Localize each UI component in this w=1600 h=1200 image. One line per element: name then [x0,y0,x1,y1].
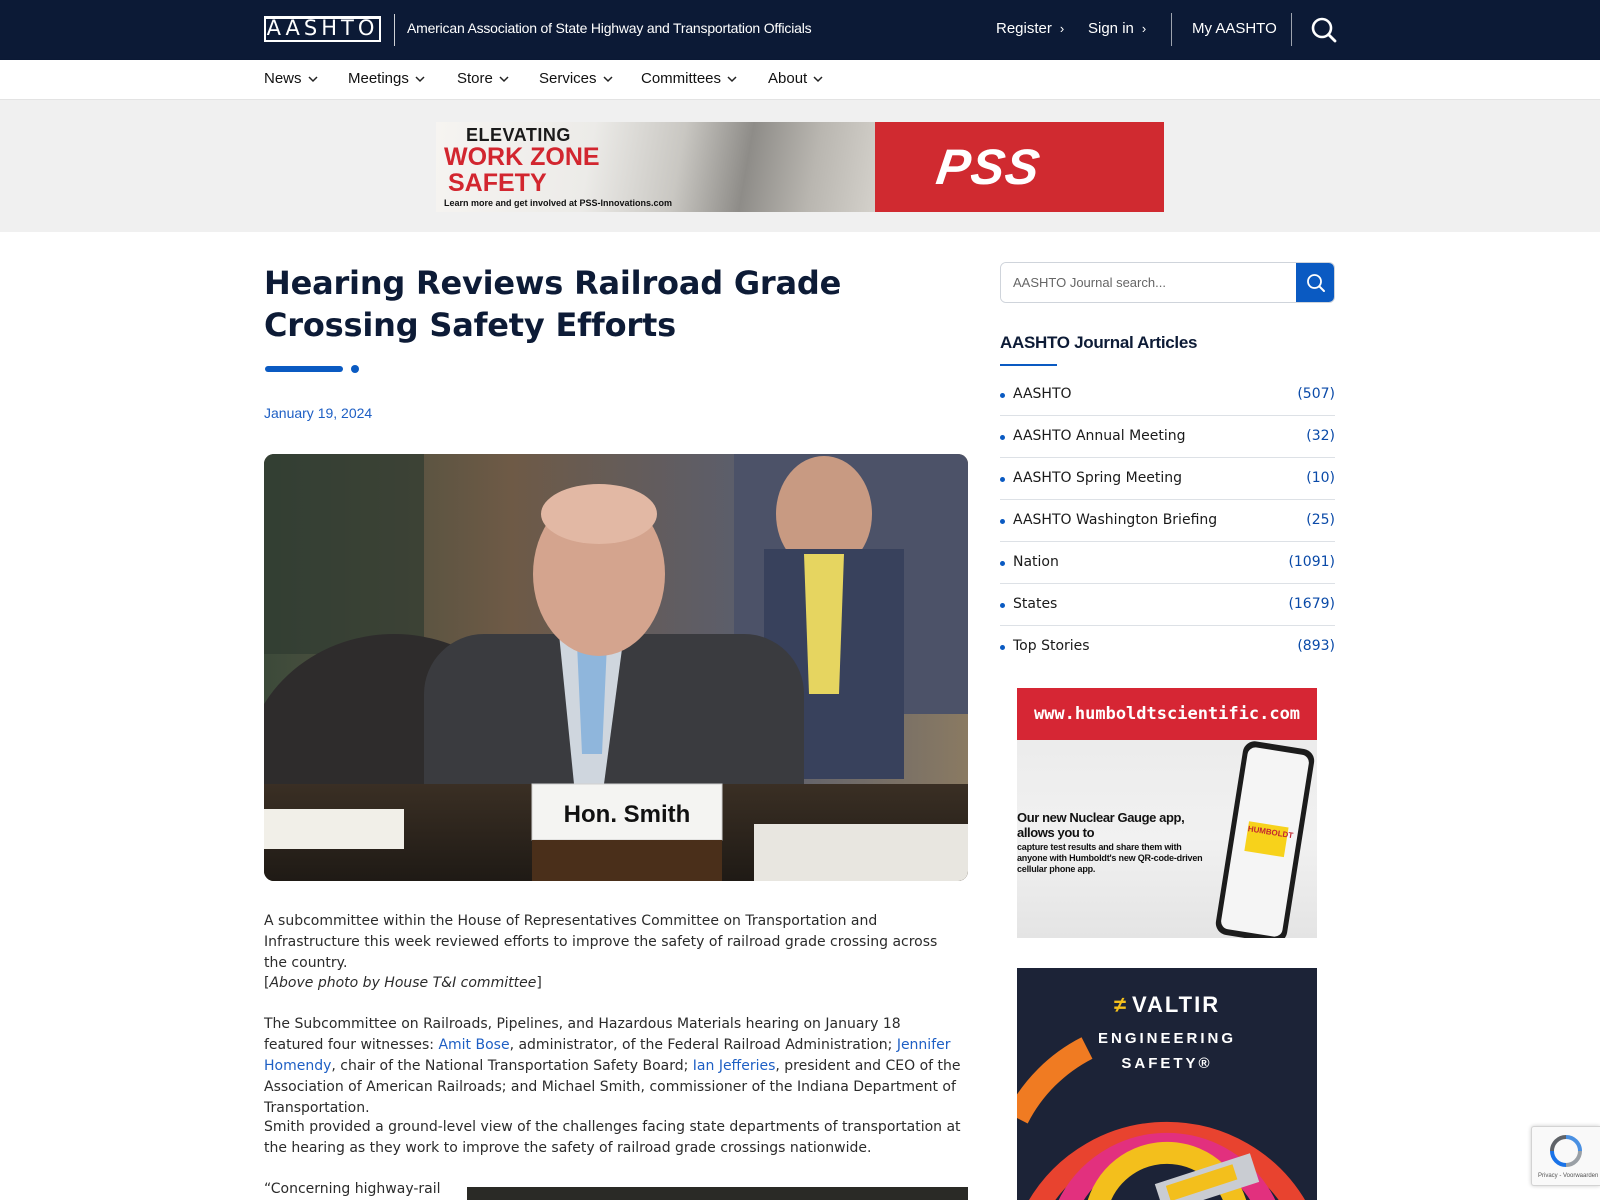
nav-label: About [768,70,808,87]
journal-articles-heading: AASHTO Journal Articles [1000,333,1198,352]
bullet-icon [1000,603,1005,608]
logo-text: AASHTO [266,16,379,40]
article-title: Hearing Reviews Railroad Grade Crossing Safety Efforts [264,264,842,344]
category-count: (1091) [1288,554,1335,570]
category-nation[interactable] [1000,542,1335,584]
ad-line-2 [444,144,600,196]
valtir-brand: VALTIR [1131,992,1221,1017]
category-annual-meeting[interactable] [1000,416,1335,458]
humboldt-url: www.humboldtscientific.com [1017,688,1317,740]
photo-credit [264,973,964,994]
category-top-stories[interactable] [1000,626,1335,668]
sign-in-label: Sign in [1088,20,1134,37]
pss-ad-photo [436,122,875,212]
register-link[interactable] [996,20,1064,37]
bullet-icon [1000,519,1005,524]
main-nav [0,60,1600,100]
logo-divider [394,14,395,46]
pss-ad-banner[interactable] [436,122,1164,212]
recaptcha-footer: Privacy - Voorwaarden [1538,1173,1599,1179]
title-accent-dot [351,365,359,373]
category-count: (25) [1306,512,1335,528]
credit-close-bracket: ] [536,975,542,991]
bullet-icon [1000,477,1005,482]
article-inline-image [467,1187,968,1200]
category-count: (1679) [1288,596,1335,612]
p3-text-a: The Subcommittee on Railroads, Pipelines, and Hazardous Materials hearing on January 18 featured four witnesses: [264,1016,901,1053]
nav-store[interactable] [457,70,509,87]
nav-label: Services [539,70,597,87]
search-icon [1306,273,1326,293]
my-aashto-link[interactable]: My AASHTO [1192,20,1277,37]
recaptcha-icon [1548,1133,1584,1169]
organization-name: American Association of State Highway and Transportation Officials [407,20,812,36]
category-name: AASHTO Spring Meeting [1013,470,1183,486]
nav-label: News [264,70,302,87]
p3-text-c: , chair of the National Transportation Safety Board; [331,1058,693,1074]
ad-line-3-text: SAFETY [448,169,547,197]
category-count: (32) [1306,428,1335,444]
register-label: Register [996,20,1052,37]
article-paragraph-4: Smith provided a ground-level view of the challenges facing state departments of transportation at the hearing as they work to improve the safety of railroad grade crossings nationwide. [264,1119,961,1156]
header-divider [1291,13,1292,46]
nav-news[interactable] [264,70,318,87]
category-name: AASHTO [1013,386,1072,402]
chevron-right-icon: › [1059,21,1065,36]
category-count: (507) [1297,386,1335,402]
nav-label: Store [457,70,493,87]
category-states[interactable] [1000,584,1335,626]
aashto-logo[interactable] [264,18,381,42]
humboldt-headline: Our new Nuclear Gauge app, allows you to [1017,810,1185,840]
valtir-tagline-1: ENGINEERING [1097,1030,1236,1047]
article-date: January 19, 2024 [264,405,373,421]
chevron-down-icon [308,76,318,83]
valtir-tagline-2: SAFETY® [1121,1055,1213,1072]
heading-underline [1000,364,1057,366]
category-name: Top Stories [1013,638,1090,654]
ad-line-2-text: WORK ZONE [444,143,600,171]
recaptcha-badge[interactable] [1531,1126,1600,1186]
chevron-right-icon: › [1141,21,1147,36]
chevron-down-icon [415,76,425,83]
category-washington-briefing[interactable] [1000,500,1335,542]
pss-logo-panel [875,122,1164,212]
chevron-down-icon [603,76,613,83]
header-divider [1171,13,1172,46]
valtir-slash-icon: ≠ [1113,992,1128,1017]
category-name: States [1013,596,1058,612]
chevron-down-icon [727,76,737,83]
ad-cta: Learn more and get involved at PSS-Innovations.com [444,198,673,208]
ad-line-1: ELEVATING [466,125,571,145]
phone-image [1214,740,1316,938]
phone-screen-logo: HUMBOLDT [1244,821,1288,857]
phone-screen [1220,746,1310,937]
nameplate-text: Hon. Smith [563,801,691,828]
bullet-icon [1000,561,1005,566]
journal-search [1000,262,1335,303]
photo-credit-text: Above photo by House T&I committee [269,975,537,991]
humboldt-ad[interactable] [1017,688,1317,938]
hearing-photo [264,454,968,881]
nav-meetings[interactable] [348,70,425,87]
nav-about[interactable] [768,70,823,87]
valtir-logo [1017,992,1317,1018]
credit-open-bracket: [ [264,975,270,991]
nav-committees[interactable] [641,70,737,87]
article-paragraph-1: A subcommittee within the House of Representatives Committee on Transportation and Infrastructure this week reviewed efforts to improve the safety of railroad grade crossing across the country. [264,913,938,971]
category-name: AASHTO Annual Meeting [1013,428,1186,444]
sign-in-link[interactable] [1088,20,1146,37]
category-spring-meeting[interactable] [1000,458,1335,500]
journal-search-button[interactable] [1296,262,1335,303]
article-paragraph-5: “Concerning highway-rail [264,1181,441,1197]
jennifer-homendy-link[interactable]: Jennifer Homendy [264,1037,951,1074]
search-icon[interactable] [1310,16,1338,44]
category-name: Nation [1013,554,1059,570]
nav-label: Committees [641,70,722,87]
chevron-down-icon [813,76,823,83]
p3-text-b: , administrator, of the Federal Railroad Administration; [509,1037,897,1053]
amit-bose-link[interactable]: Amit Bose [438,1037,510,1053]
chevron-down-icon [499,76,509,83]
ad-band [0,100,1600,232]
humboldt-body: capture test results and share them with anyone with Humboldt's new QR-code-driven cellular phone app. [1017,842,1203,874]
top-bar [0,0,1600,60]
valtir-ad[interactable] [1017,968,1317,1200]
category-count: (10) [1306,470,1335,486]
journal-search-input[interactable] [1001,263,1296,302]
nav-services[interactable] [539,70,613,87]
article-paragraph-3 [264,1014,964,1119]
bullet-icon [1000,435,1005,440]
title-accent-bar [265,366,343,372]
p3-text-d: , president and CEO of the Association of American Railroads; and Michael Smith, commissioner of the Indiana Department of Transportation. [264,1058,961,1116]
valtir-tagline [1017,1026,1317,1076]
pss-logo: PSS [933,139,1044,195]
nav-label: Meetings [348,70,409,87]
article-hero-image [264,454,968,881]
category-count: (893) [1297,638,1335,654]
category-name: AASHTO Washington Briefing [1013,512,1218,528]
ian-jefferies-link[interactable]: Ian Jefferies [692,1058,776,1074]
bullet-icon [1000,393,1005,398]
category-aashto[interactable] [1000,374,1335,416]
bullet-icon [1000,645,1005,650]
